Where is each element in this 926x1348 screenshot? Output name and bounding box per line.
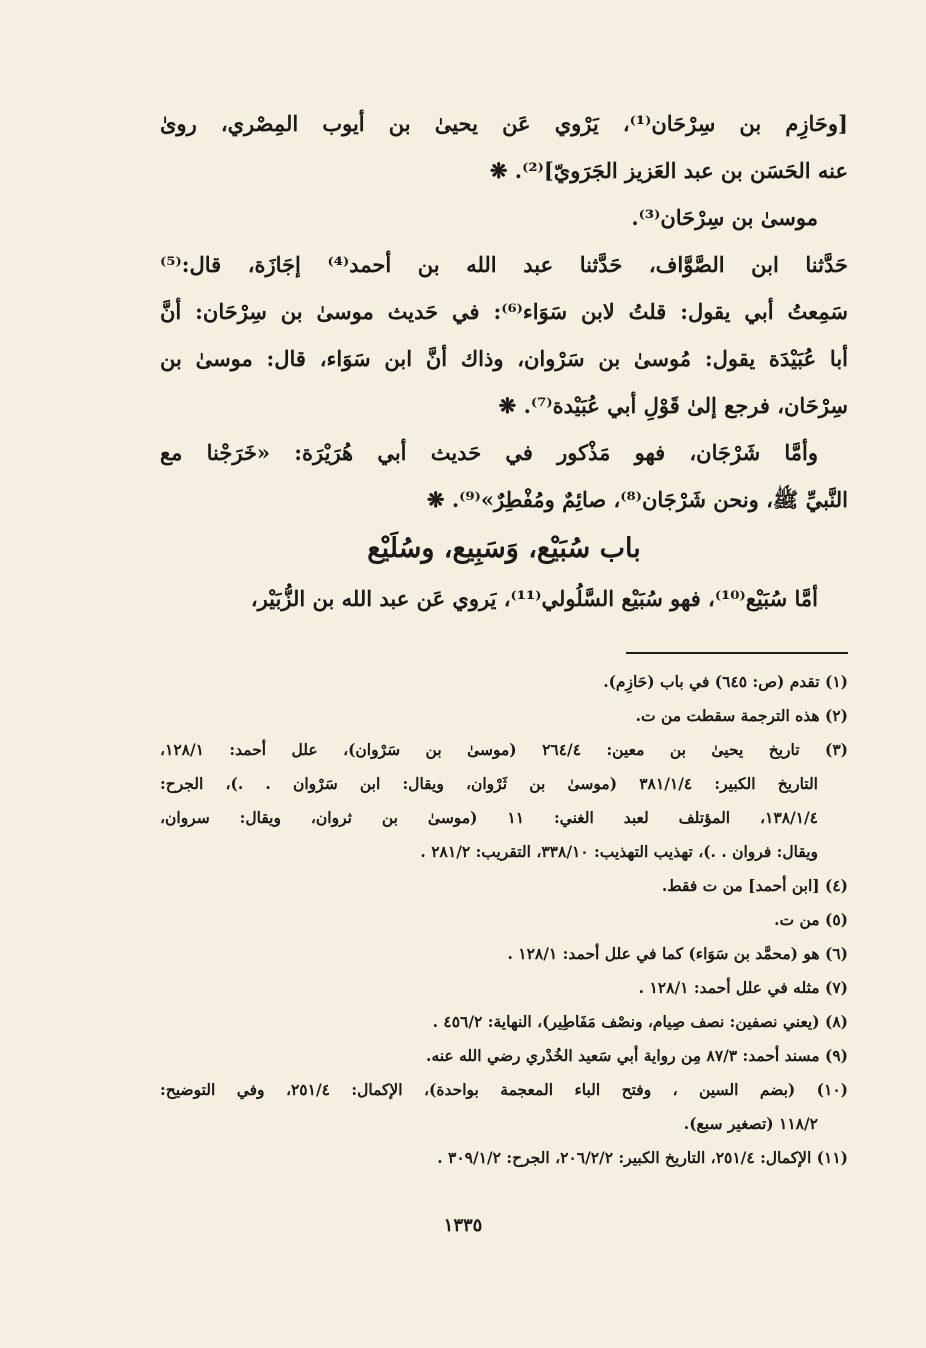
footnote-divider [626, 652, 848, 654]
footnote-line: (٢) هذه الترجمة سقطت من ت. [635, 706, 848, 725]
footnote-line: (٤) [ابن أحمد] من ت فقط. [661, 876, 848, 895]
footnote-line: ١١٨/٢ (تصغير سبع). [683, 1114, 818, 1133]
footnote-line: (١١) الإكمال: ٢٥١/٤، التاريخ الكبير: ٢٠٦/٢/٢، الجرح: ٣٠٩/١/٢ . [437, 1148, 848, 1167]
footnote-line: (٧) مثله في علل أحمد: ١٢٨/١ . [638, 978, 848, 997]
footnotes [160, 665, 848, 1175]
text-line: [وحَازِم بن سِرْحَان⁽¹⁾، يَرْوي عَن يحيىٰ بن أيوب المِصْري، روىٰ [160, 111, 848, 136]
text-line: سَمِعتُ أبي يقول: قلتُ لابن سَوَاء⁽⁶⁾: في حَديث موسىٰ بن سِرْحَان: أنَّ [160, 299, 848, 324]
text-line: عنه الحَسَن بن عبد العَزيز الجَرَويّ]⁽²⁾. ❋ [489, 158, 848, 183]
footnote-line: ويقال: فروان . .)، تهذيب التهذيب: ٣٣٨/١٠، التقريب: ٢٨١/٢ . [420, 842, 818, 861]
text-line: أبا عُبَيْدَة يقول: مُوسىٰ بن سَرْوان، وذاك أنَّ ابن سَوَاء، قال: موسىٰ بن [160, 346, 848, 371]
footnote-line: (٩) مسند أحمد: ٨٧/٣ مِن رواية أبي سَعيد الخُدْري رضي الله عنه. [426, 1046, 848, 1065]
footnote-line: (٦) هو (محمَّد بن سَوَاء) كما في علل أحمد: ١٢٨/١ . [507, 944, 848, 963]
footnote-line: (٨) (يعني نصفين: نصف صِيام، ونصْف مَفَاطِير)، النهاية: ٤٥٦/٢ . [432, 1012, 848, 1031]
footnote-line: (١) تقدم (ص: ٦٤٥) في باب (حَازِم). [603, 672, 848, 691]
footnote-line: (١٠) (بضم السين ، وفتح الباء المعجمة بواحدة)، الإكمال: ٢٥١/٤، وفي التوضيح: [160, 1080, 848, 1099]
footnote-line: (٥) من ت. [774, 910, 848, 929]
text-line: أمَّا سُبَيْع⁽¹⁰⁾، فهو سُبَيْع السَّلُولي⁽¹¹⁾، يَروي عَن عبد الله بن الزُّبَيْر، [250, 586, 818, 611]
footnote-line: التاريخ الكبير: ٣٨١/١/٤ (موسىٰ بن ثَرْوان، ويقال: ابن سَرْوان . .)، الجرح: [160, 774, 818, 793]
text-line: سِرْحَان، فرجع إلىٰ قَوْلِ أبي عُبَيْدة⁽⁷⁾. ❋ [498, 393, 848, 418]
text-line: حَدَّثنا ابن الصَّوَّاف، حَدَّثنا عبد الله بن أحمد⁽⁴⁾ إجَازَة، قال:⁽⁵⁾ [160, 252, 848, 277]
footnote-line: ١٣٨/١/٤، المؤتلف لعبد الغني: ١١ (موسىٰ بن ثروان، ويقال: سروان، [160, 808, 818, 827]
chapter-heading: باب سُبَيْع، وَسَبِيع، وسُلَيْع [367, 533, 641, 564]
text-line: وأمَّا شَرْجَان، فهو مَذْكور في حَديث أبي هُرَيْرَة: «خَرَجْنا مع [160, 440, 818, 465]
entry-title: موسىٰ بن سِرْحَان⁽³⁾. [631, 205, 818, 230]
text-line: النَّبيِّ ﷺ، ونحن شَرْجَان⁽⁸⁾، صائِمٌ ومُفْطِرٌ»⁽⁹⁾. ❋ [426, 487, 848, 512]
main-text [160, 100, 848, 622]
page-number: ١٣٣٥ [443, 1215, 483, 1236]
footnote-line: (٣) تاريخ يحيىٰ بن معين: ٢٦٤/٤ (موسىٰ بن سَرْوان)، علل أحمد: ١٢٨/١، [160, 740, 848, 759]
